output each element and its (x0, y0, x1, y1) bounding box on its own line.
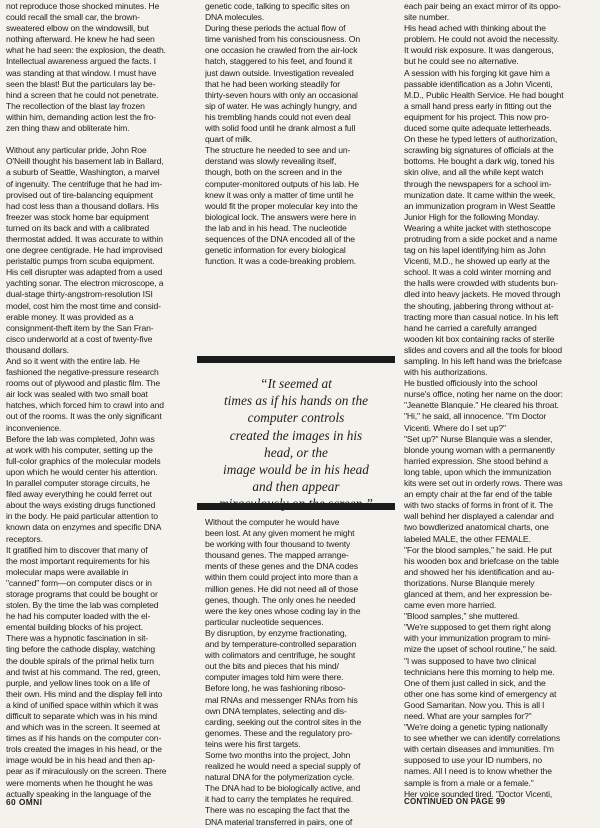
text-line: through the newspapers for a school im- (404, 178, 552, 189)
text-line: nothing afterward. He knew he had seen (6, 34, 155, 45)
text-line: The DNA had to be biologically active, and (205, 783, 361, 794)
text-line: would fit the proper molecular key into the (205, 200, 358, 211)
text-line: Vicenti, M.D., he showed up early at the (404, 256, 550, 267)
text-line: "We're supposed to get them right along (404, 622, 551, 633)
text-line: one occasion he crawled from the air-lock (205, 45, 358, 56)
text-line: M.D., Public Health Service. He had bought (404, 89, 564, 100)
text-line: skin olive, and all the while kept watch (404, 167, 544, 178)
text-line: Without the computer he would have (205, 517, 340, 527)
text-line: quart of milk. (205, 134, 253, 145)
text-line: problem. He could not avoid the necessity. (404, 34, 560, 45)
text-line: though, both on the screen and in the (205, 167, 342, 178)
text-line: head, or the (264, 444, 328, 460)
text-line: realized he would need a special supply of (205, 761, 361, 772)
text-line: On these he typed letters of authorization, (404, 134, 558, 145)
text-line: were moments when he thought he was (6, 777, 153, 788)
text-line: actually speaking in the language of the (6, 788, 151, 799)
text-line: Wearing a white jacket with stethoscope (404, 222, 551, 233)
text-line: Her voice sounded tired. "Doctor Vicenti, (404, 788, 553, 799)
text-line: protruding from a side pocket and a name (404, 233, 558, 244)
text-line: function. It was a code-breaking problem. (205, 256, 357, 267)
text-line: and by temperature-controlled separation (205, 639, 357, 650)
text-line: of ingenuity. The centrifuge that he had im- (6, 178, 162, 189)
text-line: full-color graphics of the molecular models (6, 455, 161, 466)
text-line: It gratified him to discover that many of (6, 544, 148, 555)
text-line: Without any particular pride, John Roe (6, 145, 147, 156)
text-line: fashioned the negative-pressure research (6, 367, 159, 378)
text-line: In parallel computer storage circuits, he (6, 478, 150, 489)
text-line: A session with his forging kit gave him a (404, 67, 550, 78)
text-line: freezer was stock home bar equipment (6, 211, 149, 222)
text-line: what he had seen: the explosion, the death. (6, 45, 166, 56)
text-line: air lock was sealed with two small boat (6, 389, 148, 400)
text-line: Intellectual awareness argued the facts. I (6, 56, 156, 67)
text-line: the most important requirements for his (6, 555, 150, 566)
text-line: in the body. He paid particular attention to (6, 511, 158, 522)
text-line: thorizations. Nurse Blanquie merely (404, 577, 535, 588)
text-line: consignment-theft item by the San Fran- (6, 322, 154, 333)
text-line: rooms out of plywood and plastic film. The (6, 378, 161, 389)
column-2-top-text (205, 1, 391, 267)
text-line: with his authorizations. (404, 367, 488, 378)
text-line: And so it went with the entire lab. He (6, 356, 140, 366)
text-line: sweatered elbow on the windowsill, but (6, 23, 149, 34)
text-line: own DNA templates, selecting and dis- (205, 705, 347, 716)
text-line: an empty chair at the far end of the table (404, 489, 553, 500)
text-line: miraculously on the screen.” (219, 496, 373, 512)
text-line: with colimators and centrifuge, he sought (205, 650, 356, 661)
text-line: the double spirals of the primal helix turn (6, 655, 154, 666)
text-line: a kind of unified space within which it was (6, 699, 159, 710)
text-line: not reproduce those shocked minutes. He (6, 1, 160, 11)
text-line: with certain diseases and immunities. I'm (404, 744, 554, 755)
text-line: "Set up?" Nurse Blanquie was a slender, (404, 433, 553, 444)
text-line: that he had been working steadily for (205, 78, 340, 89)
text-line: teins were his first targets. (205, 738, 301, 749)
text-line: with solid food until he drank almost a full (205, 123, 356, 134)
text-line: ments of these genes and the DNA codes (205, 561, 358, 572)
text-line: was standing at that window. I must have (6, 67, 157, 78)
text-line: one degree centigrade. He had improvised (6, 245, 163, 256)
text-line: their own. His mind and the display fell into (6, 688, 163, 699)
text-line: computer images told him were there. (205, 672, 344, 683)
text-line: were the key ones whose coding lay in the (205, 605, 361, 616)
text-line: hind a screen that he could not penetrate. (6, 89, 159, 100)
text-line: long table, upon which the immunization (404, 466, 552, 477)
text-line: biological lock. The answers were here in (205, 211, 356, 222)
text-line: difficult to separate which was in his mind (6, 711, 158, 721)
text-line: but he could see no alternative. (404, 56, 519, 67)
text-line: the halls were crowded with students bun- (404, 278, 558, 289)
text-line: knew it was only a matter of time until he (205, 189, 354, 200)
text-line: Before long, he was fashioning riboso- (205, 683, 346, 694)
text-line: "We're doing a genetic typing nationally (404, 722, 548, 733)
text-line: receptors. (6, 533, 43, 544)
text-line: upon which he would center his attention. (6, 466, 158, 477)
paragraph-gap (6, 134, 192, 145)
text-line: glanced at them, and her expression be- (404, 588, 552, 599)
text-line: could recall the small car, the brown- (6, 12, 140, 23)
text-line: Before the lab was completed, John was (6, 433, 155, 444)
text-line: trols created the images in his head, or the (6, 744, 162, 755)
text-line: computer controls (247, 410, 345, 426)
text-line: dual-stage thirty-angstrom-resolution ISI (6, 289, 153, 300)
text-line: other one has some kind of emergency at (404, 688, 557, 699)
text-line: be working with four thousand to twenty (205, 539, 351, 550)
text-line: There was a hypnotic fascination in sit- (6, 633, 149, 644)
text-line: to see whether we can identify correlations (404, 733, 560, 744)
text-line: about the ways existing drugs functioned (6, 500, 156, 511)
text-line: cisco underworld at a cost of twenty-five (6, 333, 153, 344)
text-line: derstand was slowly revealing itself, (205, 156, 337, 167)
text-line: One of them just called in sick, and the (404, 677, 546, 688)
text-line: hand he carried a carefully arranged (404, 322, 537, 333)
text-line: created the images in his (229, 427, 363, 443)
text-line: "canned" form—on computer discs or in (6, 577, 152, 588)
text-line: at work with his computer, setting up the (6, 444, 153, 455)
article-column-1 (6, 0, 192, 800)
text-line: By disruption, by enzyme fractionating, (205, 627, 347, 638)
text-line: million genes. He did not need all of those (205, 583, 359, 594)
text-line: been lost. At any given moment he might (205, 528, 355, 539)
text-line: storage programs that could be bought or (6, 588, 158, 599)
column-2-bottom-text (205, 517, 391, 828)
text-line: sip of water. He was achingly hungry, and (205, 100, 357, 111)
text-line: nurse's office, noting her name on the door: (404, 389, 563, 400)
text-line: a suburb of Seattle, Washington, a marvel (6, 167, 160, 178)
text-line: carding, seeking out the control sites in the (205, 716, 362, 727)
text-line: and which was in the screen. It seemed at (6, 722, 160, 733)
text-line: within them could project into more than a (205, 572, 358, 583)
text-line: Junior High for the following Monday. (404, 211, 540, 222)
text-line: His head ached with thinking about the (404, 23, 546, 34)
text-line: molecular maps were available in (6, 566, 129, 577)
text-line: stolen. By the time the lab was completed (6, 600, 159, 611)
pull-quote-text (197, 375, 395, 513)
text-line: time vanished from his consciousness. On (205, 34, 360, 45)
text-line: and twist at his command. The red, green, (6, 666, 161, 677)
text-line: sampling. In his left hand was the briefcase (404, 356, 562, 366)
text-line: school. It was a cold winter morning and (404, 267, 551, 278)
text-line: yachting sonar. The electron microscope, a (6, 278, 164, 289)
text-line: wall behind her displayed a calendar and (404, 511, 554, 522)
text-line: times as if his hands on the computer con- (6, 733, 162, 744)
page-number-magazine: 60 OMNI (6, 797, 43, 807)
text-line: and then appear (252, 479, 340, 495)
text-line: computer-monitored outputs of his lab. He (205, 178, 359, 189)
text-line: tracting more than casual notice. In his left (404, 311, 559, 322)
text-line: peristaltic pumps from scuba equipment. (6, 256, 155, 267)
text-line: natural DNA for the polymerization cycle. (205, 772, 355, 783)
text-line: DNA material transferred in pairs, one of (205, 816, 353, 827)
text-line: "For the blood samples," he said. He put (404, 544, 552, 555)
text-line: image would be in his head and then ap- (6, 755, 155, 766)
text-line: Good Samaritan. Now you. This is all I (404, 699, 545, 710)
text-line: out the bits and pieces that his mind/ (205, 661, 339, 672)
text-line: hatch, staggered to his feet, and found it (205, 56, 353, 67)
text-line: "Jeanette Blanquie." He cleared his throat. (404, 400, 559, 411)
text-line: thousand dollars. (6, 344, 69, 355)
text-line: had cost less than a thousand dollars. His (6, 200, 159, 211)
text-line: filed away everything he could ferret out (6, 489, 152, 500)
text-line: it had to carry the templates he required. (205, 794, 353, 805)
text-line: He bustled officiously into the school (404, 378, 538, 389)
article-column-3 (404, 0, 594, 800)
text-line: O'Neill thought his basement lab in Ballard, (6, 156, 164, 167)
text-line: hatches, which forced him to crawl into and (6, 400, 164, 411)
text-line: slides and covers and all the tools for blood (404, 344, 563, 355)
text-line: particular nucleotide sequences. (205, 616, 324, 627)
text-line: genetic code, talking to specific sites on (205, 1, 350, 11)
text-line: erable money. It was provided as a (6, 311, 134, 322)
text-line: sequences of the DNA encoded all of the (205, 233, 355, 244)
text-line: provised out of tire-balancing equipment (6, 189, 153, 200)
text-line: model, cost him the most time and consid- (6, 300, 161, 311)
text-line: purple, and yellow lines took on a life of (6, 677, 150, 688)
text-line: "I was supposed to have two clinical (404, 655, 536, 666)
text-line: zen thing thaw and obliterate him. (6, 123, 130, 134)
text-line: he had his computer loaded with the el- (6, 611, 151, 622)
column-1-text (6, 1, 192, 800)
text-line: Vicenti. Where do I set up?" (404, 422, 506, 433)
text-line: blonde young woman with a permanently (404, 444, 555, 455)
text-line: mal RNAs and messenger RNAs from his (205, 694, 358, 705)
text-line: duced some quite adequate letterheads. (404, 123, 552, 134)
text-line: need. What are your samples for?" (404, 711, 532, 721)
text-line: seen the blast! But the particulars lay be- (6, 78, 156, 89)
text-line: genetic information for every biological (205, 245, 346, 256)
text-line: wooden kit box containing racks of sterile (404, 333, 555, 344)
text-line: DNA molecules. (205, 12, 265, 23)
text-line: ting before the cathode display, watching (6, 644, 155, 655)
text-line: dled into heavy jackets. He moved through (404, 289, 561, 300)
text-line: image would be in his head (223, 462, 369, 478)
text-line: came even more harried. (404, 600, 497, 611)
text-line: harried expression. She stood behind a (404, 455, 548, 466)
text-line: supposed to use your ID numbers, no (404, 755, 543, 766)
text-line: emental building blocks of his project. (6, 622, 143, 633)
text-line: sample is from a male or a female." (404, 777, 534, 788)
text-line: His cell disrupter was adapted from a used (6, 267, 163, 278)
text-line: The structure he needed to see and un- (205, 145, 351, 156)
text-line: There was no escaping the fact that the (205, 805, 350, 816)
column-3-text (404, 1, 594, 800)
text-line: Some two months into the project, John (205, 749, 351, 760)
text-line: each pair being an exact mirror of its oppo- (404, 1, 561, 11)
continued-note: CONTINUED ON PAGE 99 (404, 797, 506, 806)
text-line: passable identification as a John Vicenti, (404, 78, 553, 89)
text-line: It would risk exposure. It was dangerous, (404, 45, 554, 56)
text-line: genomes. These and the regulatory pro- (205, 727, 353, 738)
text-line: tag on his lapel identifying him as John (404, 245, 546, 256)
text-line: an immunization program in West Seattle (404, 200, 556, 211)
text-line: the lab and in his head. The nucleotide (205, 222, 347, 233)
text-line: a small hand press early in fitting out the (404, 100, 552, 111)
text-line: and showed her his identification and au- (404, 566, 555, 577)
text-line: thermostat added. It was accurate to within (6, 233, 163, 244)
text-line: inconvenience. (6, 422, 62, 433)
text-line: "Blood samples," she muttered. (404, 611, 520, 622)
text-line: "Hi," he said, all innocence. "I'm Doctor (404, 411, 547, 422)
text-line: his wooden box and briefcase on the table (404, 555, 559, 566)
text-line: thousand genes. The mapped arrange- (205, 550, 349, 561)
text-line: munization date. It came within the week, (404, 189, 556, 200)
text-line: scrawling big signatures of officials at the (404, 145, 554, 156)
text-line: names. All I need is to know whether the (404, 766, 552, 777)
text-line: bottoms. He bought a dark wig, toned his (404, 156, 555, 167)
text-line: technicians here this morning to help me. (404, 666, 555, 677)
text-line: labeled MALE, the other FEMALE. (404, 533, 531, 544)
text-line: During these periods the actual flow of (205, 23, 346, 34)
text-line: equipment for his project. This now pro- (404, 111, 549, 122)
text-line: kits were set out in orderly rows. There was (404, 478, 563, 489)
text-line: with your immunization program to mini- (404, 633, 551, 644)
text-line: thirty-seven hours with only an occasional (205, 89, 358, 100)
text-line: just dawn outside. Investigation revealed (205, 67, 354, 78)
text-line: The recollection of the blast lay frozen (6, 100, 145, 111)
text-line: with two stacks of forms in front of it. The (404, 500, 553, 511)
text-line: times as if his hands on the (223, 393, 369, 409)
text-line: genes, though. The only ones he needed (205, 594, 356, 605)
text-line: pear as if miraculously on the screen. There (6, 766, 167, 777)
text-line: turned on its back and with a calibrated (6, 222, 150, 233)
text-line: known data on enzymes and specific DNA (6, 522, 162, 533)
text-line: site number. (404, 12, 450, 23)
text-line: mize the upset of school routine," he said. (404, 644, 557, 655)
pull-quote (197, 356, 395, 510)
text-line: the shouting, jabbering throng without at- (404, 300, 554, 311)
text-line: his trembling hands could not even deal (205, 111, 351, 122)
text-line: two bowdlerized anatomical charts, one (404, 522, 549, 533)
text-line: within him, demanding action lest the fro- (6, 111, 156, 122)
text-line: “It seemed at (260, 376, 332, 391)
text-line: out of the rooms. It was the only significant (6, 411, 162, 422)
